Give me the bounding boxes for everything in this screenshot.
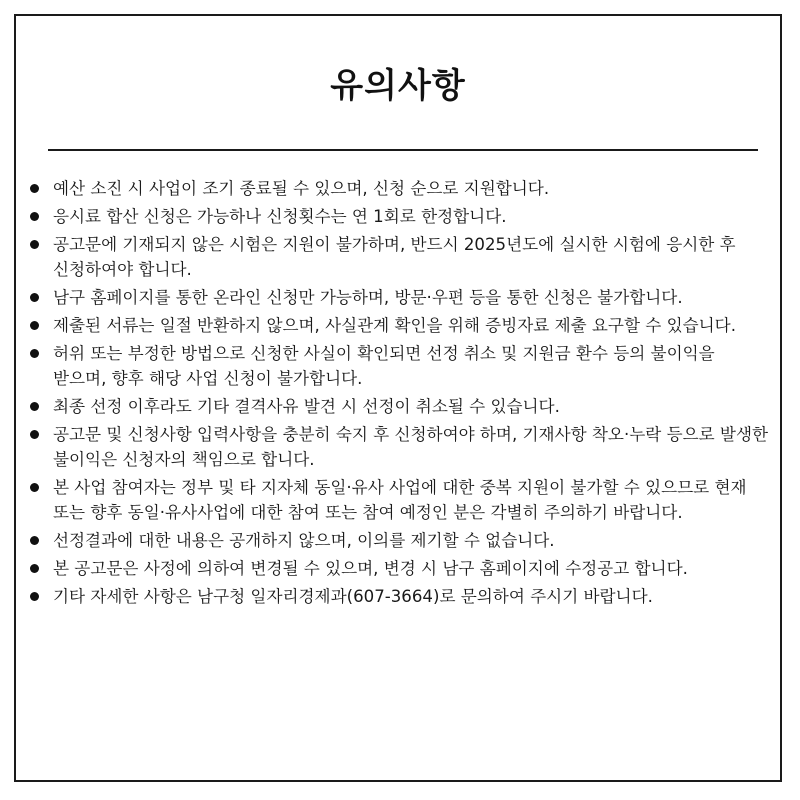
notice-list bbox=[28, 176, 773, 612]
bullet-icon bbox=[30, 184, 39, 193]
list-item-text: 예산 소진 시 사업이 조기 종료될 수 있으며, 신청 순으로 지원합니다. bbox=[53, 179, 550, 198]
list-item-text: 선정결과에 대한 내용은 공개하지 않으며, 이의를 제기할 수 없습니다. bbox=[53, 531, 555, 550]
list-item bbox=[28, 232, 773, 282]
list-item bbox=[28, 556, 773, 581]
title-divider bbox=[48, 149, 758, 151]
list-item bbox=[28, 422, 773, 472]
list-item bbox=[28, 394, 773, 419]
list-item bbox=[28, 341, 773, 391]
list-item-text: 허위 또는 부정한 방법으로 신청한 사실이 확인되면 선정 취소 및 지원금 환수 등의 불이익을 받으며, 향후 해당 사업 신청이 불가합니다. bbox=[53, 344, 715, 388]
bullet-icon bbox=[30, 293, 39, 302]
list-item-text: 제출된 서류는 일절 반환하지 않으며, 사실관계 확인을 위해 증빙자료 제출 요구할 수 있습니다. bbox=[53, 316, 736, 335]
list-item bbox=[28, 313, 773, 338]
list-item-text: 공고문에 기재되지 않은 시험은 지원이 불가하며, 반드시 2025년도에 실시한 시험에 응시한 후 신청하여야 합니다. bbox=[53, 235, 736, 279]
bullet-icon bbox=[30, 536, 39, 545]
bullet-icon bbox=[30, 240, 39, 249]
list-item-text: 응시료 합산 신청은 가능하나 신청횟수는 연 1회로 한정합니다. bbox=[53, 207, 507, 226]
list-item bbox=[28, 475, 773, 525]
list-item bbox=[28, 176, 773, 201]
list-item-text: 본 사업 참여자는 정부 및 타 지자체 동일·유사 사업에 대한 중복 지원이 불가할 수 있으므로 현재 또는 향후 동일·유사사업에 대한 참여 또는 참여 예정인 분은 각별히 주의하기 바랍니다. bbox=[53, 478, 747, 522]
list-item-text: 남구 홈페이지를 통한 온라인 신청만 가능하며, 방문·우편 등을 통한 신청은 불가합니다. bbox=[53, 288, 683, 307]
notice-frame bbox=[14, 14, 782, 782]
bullet-icon bbox=[30, 592, 39, 601]
bullet-icon bbox=[30, 564, 39, 573]
bullet-icon bbox=[30, 212, 39, 221]
bullet-icon bbox=[30, 349, 39, 358]
list-item-text: 기타 자세한 사항은 남구청 일자리경제과(607-3664)로 문의하여 주시기 바랍니다. bbox=[53, 587, 653, 606]
list-item-text: 공고문 및 신청사항 입력사항을 충분히 숙지 후 신청하여야 하며, 기재사항 착오·누락 등으로 발생한 불이익은 신청자의 책임으로 합니다. bbox=[53, 425, 769, 469]
list-item-text: 본 공고문은 사정에 의하여 변경될 수 있으며, 변경 시 남구 홈페이지에 수정공고 합니다. bbox=[53, 559, 688, 578]
bullet-icon bbox=[30, 402, 39, 411]
list-item bbox=[28, 584, 773, 609]
list-item-text: 최종 선정 이후라도 기타 결격사유 발견 시 선정이 취소될 수 있습니다. bbox=[53, 397, 560, 416]
list-item bbox=[28, 204, 773, 229]
list-item bbox=[28, 528, 773, 553]
bullet-icon bbox=[30, 321, 39, 330]
bullet-icon bbox=[30, 430, 39, 439]
page-title: 유의사항 bbox=[330, 66, 466, 106]
list-item bbox=[28, 285, 773, 310]
bullet-icon bbox=[30, 483, 39, 492]
